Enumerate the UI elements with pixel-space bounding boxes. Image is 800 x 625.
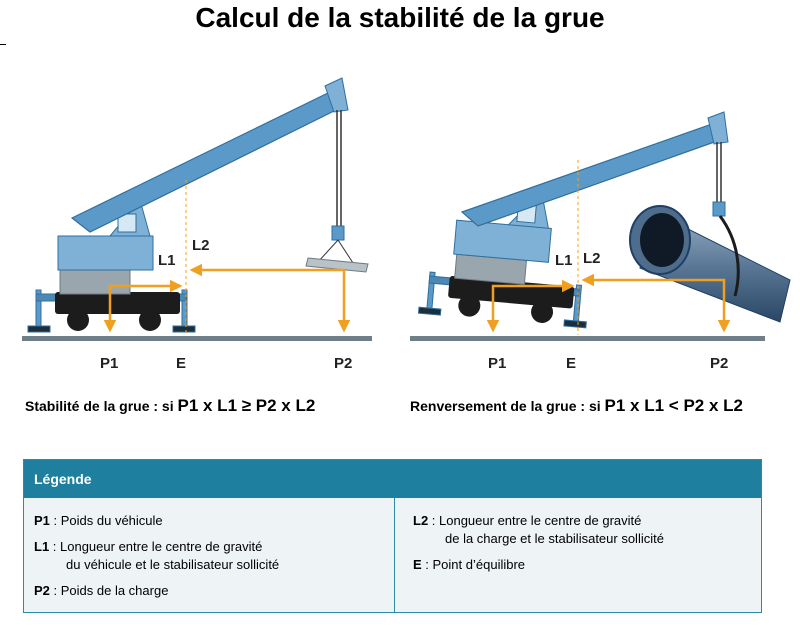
legend-box [23, 459, 762, 613]
legend-entry-l2: L2 : Longueur entre le centre de gravité de la charge et le stabilisateur sollicité [413, 513, 664, 546]
legend-header: Légende [24, 460, 761, 498]
legend-entry-l1: L1 : Longueur entre le centre de gravité du véhicule et le stabilisateur sollicité [34, 539, 280, 572]
caption-overturn-formula: P1 x L1 < P2 x L2 [604, 396, 743, 415]
left-label-e: E [176, 355, 187, 372]
right-hook-block [713, 202, 725, 216]
right-label-l2: L2 [583, 250, 601, 267]
caption-stability [25, 396, 315, 416]
caption-overturn-prefix: Renversement de la grue : si [410, 398, 601, 414]
caption-overturn [410, 396, 743, 416]
left-wheel-1 [67, 309, 89, 331]
legend-left-column [24, 498, 394, 612]
right-pipe-load [630, 206, 790, 322]
right-label-l1: L1 [555, 252, 573, 269]
left-ground [22, 336, 372, 341]
left-counterweight [60, 270, 130, 294]
legend-body [24, 498, 761, 612]
left-turret [58, 236, 153, 270]
left-l2-arrow [192, 270, 344, 330]
left-label-l2: L2 [192, 237, 210, 254]
caption-stability-prefix: Stabilité de la grue : si [25, 398, 174, 414]
left-label-p2: P2 [334, 355, 353, 372]
right-boom [462, 124, 720, 226]
page-title: Calcul de la stabilité de la grue [195, 2, 605, 33]
left-boom [72, 92, 340, 232]
caption-stability-formula: P1 x L1 ≥ P2 x L2 [177, 396, 316, 415]
left-crane [22, 78, 372, 372]
right-ground [410, 336, 765, 341]
left-label-p1: P1 [100, 355, 119, 372]
right-label-e: E [566, 355, 577, 372]
legend-entry-p2: P2 : Poids de la charge [34, 583, 169, 598]
legend-right-column [394, 498, 761, 612]
left-hook-block [332, 226, 344, 240]
legend-entry-p1: P1 : Poids du véhicule [34, 513, 163, 528]
right-crane [410, 112, 790, 372]
left-label-l1: L1 [158, 252, 176, 269]
right-label-p2: P2 [710, 355, 729, 372]
right-label-p1: P1 [488, 355, 507, 372]
legend-entry-e: E : Point d’équilibre [413, 557, 526, 572]
left-wheel-2 [139, 309, 161, 331]
